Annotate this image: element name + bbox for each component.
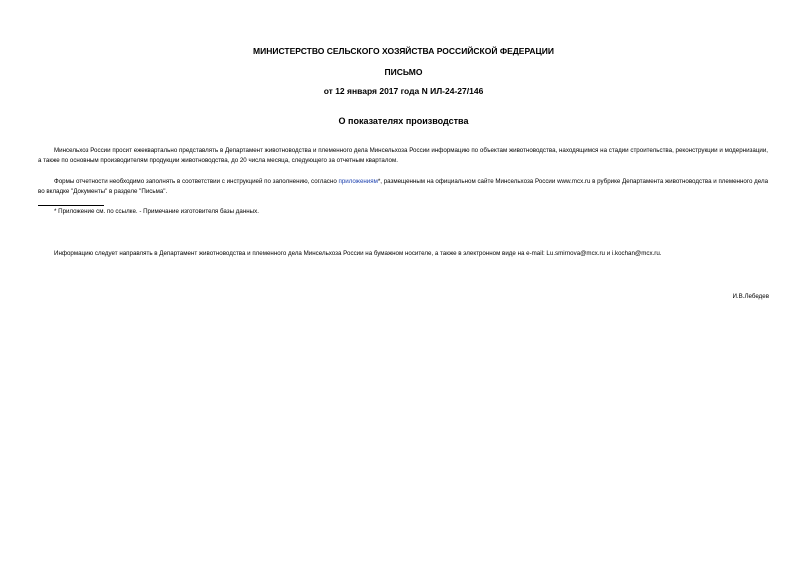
- signature: И.В.Лебедев: [732, 293, 769, 300]
- paragraph-reporting-request: Минсельхоз России просит ежеквартально представлять в Департамент животноводства и племенного дела Минсельхоза России информацию по объектам животноводства, находящимся на стадии строительства, реконструкции и модернизации, а также по основным производителям продукции животноводства, до 20 числа месяца, следующего за отчетным кварталом.: [38, 147, 768, 164]
- paragraph-text-after-link: *, размещенным на официальном сайте Минсельхоза России www.mcx.ru в рубрике Департамента животноводства и племенного дела во вкладке "Документы" в разделе "Письма".: [38, 178, 769, 195]
- document-subject: О показателях производства: [338, 116, 469, 126]
- footnote-divider: [38, 205, 104, 206]
- footnote: * Приложение см. по ссылке. - Примечание изготовителя базы данных.: [54, 208, 259, 215]
- paragraph-text-before-link: Формы отчетности необходимо заполнять в соответствии с инструкцией по заполнению, согласно: [54, 178, 339, 185]
- document-date-number: от 12 января 2017 года N ИЛ-24-27/146: [323, 86, 484, 96]
- ministry-name: МИНИСТЕРСТВО СЕЛЬСКОГО ХОЗЯЙСТВА РОССИЙСКОЙ ФЕДЕРАЦИИ: [253, 46, 554, 56]
- document-type: ПИСЬМО: [384, 67, 423, 77]
- appendix-link[interactable]: приложениям: [338, 178, 378, 185]
- paragraph-submission-info: Информацию следует направлять в Департамент животноводства и племенного дела Минсельхоза России на бумажном носителе, а также в электронном виде на e-mail: Lu.smirnova@mcx.ru и i.kochan@mcx.ru.: [54, 250, 662, 257]
- paragraph-reporting-forms: [38, 177, 768, 197]
